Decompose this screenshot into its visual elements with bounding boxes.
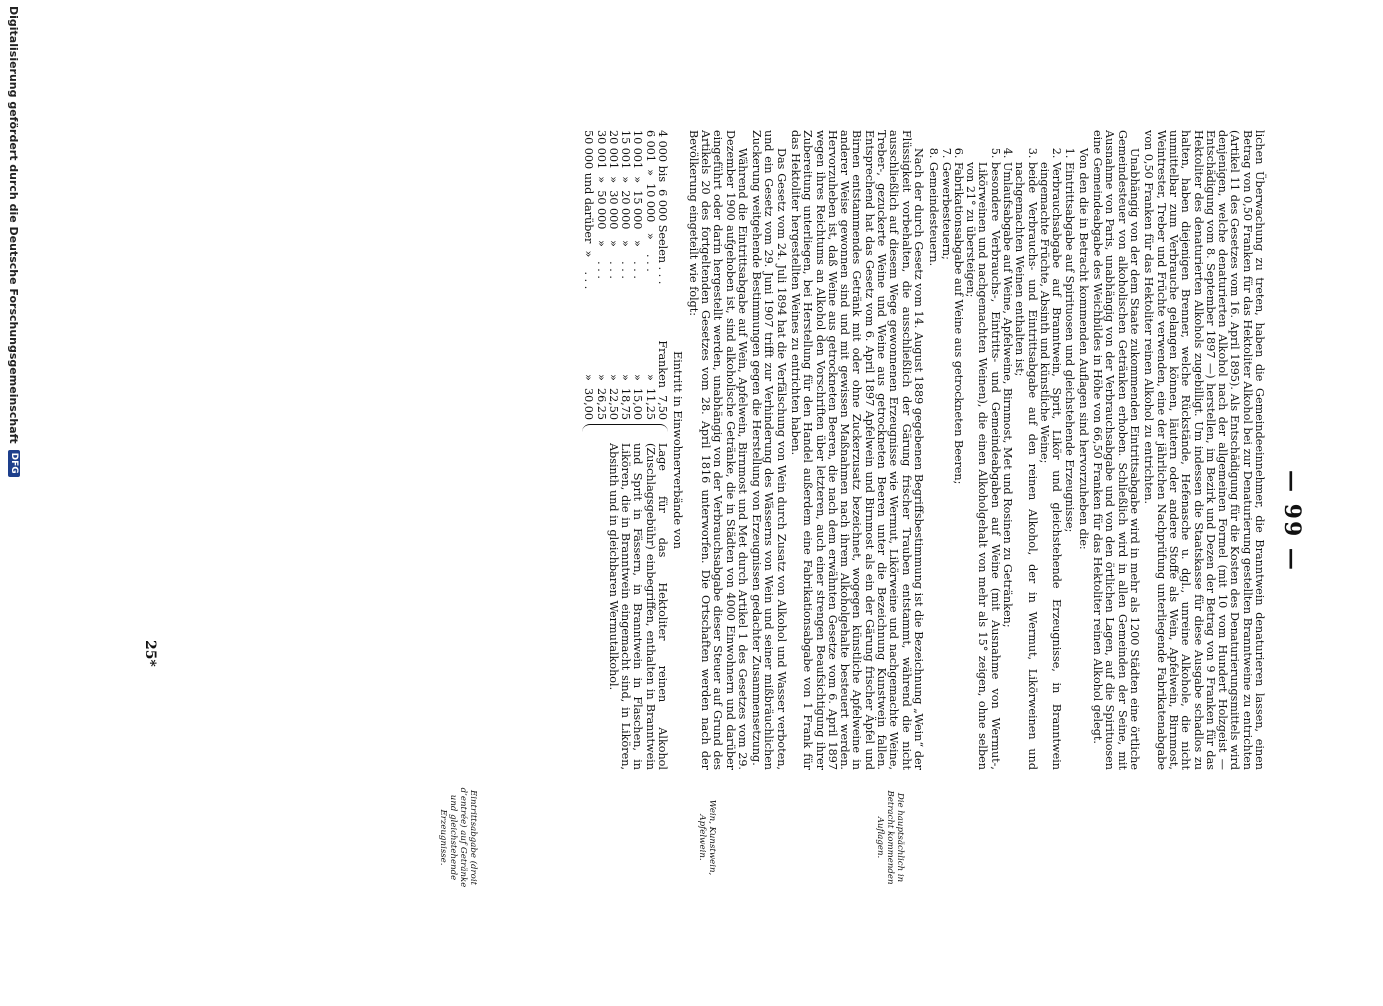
body-paragraph: Während die Eintrittsabgabe auf Wein, Apfelwein, Birnmost und Met durch Artikel 1 des Gesetzes vom 29. Dezember 1900 aufgehoben ist, sind alkoholische Getränke, die in Städten von 4000 Einwohnern und darüber eingeführt oder darin hergestellt werden, unabhängig von der Verbrauchsabgabe dieser Steuer auf Grund des Artikels 20 des fortgeltenden Gesetzes vom 28. April 1816 unterworfen. Die Ortschaften werden nach der Bevölkerung eingeteilt wie folgt:: [686, 130, 749, 770]
tariff-range: 30 001 » 50 000 » . . .: [594, 130, 608, 279]
tariff-row: [631, 130, 643, 420]
tariff-row: [619, 130, 631, 420]
tariff-row: [656, 130, 668, 420]
list-item: 4. Umlaufsabgabe auf Weine, Apfelweine, Birnmost, Met und Rosinen zu Getränken;: [1001, 162, 1013, 770]
margin-note: Die hauptsächlich in Betracht kommenden Auflagen.: [875, 790, 905, 885]
tariff-amount: » 15,00: [631, 374, 645, 420]
main-text-column: [582, 130, 1265, 770]
tariff-range: 15 001 » 20 000 » . . .: [619, 130, 633, 279]
tariff-row: [643, 130, 655, 420]
tariff-range: 50 000 und darüber » . . .: [582, 130, 596, 290]
list-item: 2. Verbrauchsabgabe auf Branntwein, Sprit, Likör und gleichstehende Erzeugnisse, in Branntwein eingemachte Früchte, Absinth und künstliche Weine;: [1038, 162, 1063, 770]
tariff-table: [582, 130, 668, 770]
page-number: — 99 —: [1279, 470, 1305, 572]
list-item: 3. beide Verbrauchs- und Eintrittsabgabe auf den reinen Alkohol, der in Wermut, Likörweinen und nachgemachten Weinen enthalten ist;: [1013, 162, 1038, 770]
tariff-amount: » 11,25: [643, 374, 657, 420]
tariff-range: 10 001 » 15 000 » . . .: [631, 130, 645, 279]
tariff-amount: » 18,75: [619, 374, 633, 420]
tariff-row: [582, 130, 594, 420]
tariff-amount: » 22,50: [606, 374, 620, 420]
list-intro: Von den die in Betracht kommenden Auflagen sind hervorzuheben die:: [1076, 148, 1090, 550]
tariff-note: Lage für das Hektoliter reinen Alkohol (Zuschlagsgebühr) einbegriffen, enthalten in Branntwein und Sprit in Fässern, in Branntwein in Flaschen, in Likören, die in Branntwein eingemacht sind, in Likören, Absinth und in gleichbaren Wermutalkohol.: [606, 443, 670, 770]
intro-paragraph: Unabhängig von der dem Staate zukommenden Eintrittsabgabe wird in mehr als 1200 Städten eine örtliche Gemeindesteuer von alkoholischen Getränken erhoben. Schließlich wird in allen Gemeinden der Seine, mit Ausnahme von Paris, unabhängig von der Verbrauchsabgabe und von den örtlichen Lagen, auf die Spirituosen eine Gemeindeabgabe des Weichbildes in Höhe von 66,50 Franken für das Hektoliter reinen Alkohol gelegt.: [1091, 130, 1142, 770]
tariff-range: 6 001 » 10 000 » . . .: [643, 130, 657, 272]
tariff-amount: » 30,00: [582, 374, 596, 420]
margin-note: Wein, Kunstwein, Apfelwein.: [697, 799, 717, 876]
list-item: 7. Gewerbesteuern;: [939, 162, 951, 770]
margin-note: Eintrittsabgabe (droit d’entrée) auf Getränke und gleichstehende Erzeugnisse.: [438, 787, 478, 888]
tariff-range: 20 001 » 30 000 » . . .: [606, 130, 620, 279]
tariff-row: [594, 130, 606, 420]
body-paragraph: Nach der durch Gesetz vom 14. August 1889 gegebenen Begriffsbestimmung ist die Bezeichnung „Wein“ der Flüssigkeit vorbehalten, die ausschließlich der Gärung frischer Trauben entstammt, während die nicht ausschließlich auf diesem Wege gewonnenen Erzeugnisse wie Wermut, Likörweine und nachgemachte Weine, Treber-, gezuckerte Weine und Weine aus getrockneten Beeren unter die Bezeichnung Kunstwein fallen. Entsprechend hat das Gesetz vom 6. April 1897 Apfelwein und Birnmost als ein der Gärung frischer Äpfel und Birnen entstammendes Getränk mit oder ohne Zuckerzusatz bezeichnet, wogegen künstliche Apfelweine in anderer Weise gewonnen sind und mit gewissen Maßnahmen nach ihrem Alkoholgehalte besteuert werden. Hervorzuheben ist, daß Weine aus getrockneten Beeren, die nach dem erwähnten Gesetze vom 6. April 1897 wegen ihres Reichtums an Alkohol den Vorschriften über letzteren, auch einer strengen Beaufsichtigung ihrer Zubereitung unterliegen, bei Herstellung für den Handel außerdem eine Fabrikationsabgabe von 1 Frank für das Hektoliter hergestellten Weines zu entrichten haben.: [789, 130, 925, 770]
tariff-amount: Franken 7,50: [656, 340, 670, 420]
dfg-logo-icon: DFG: [8, 450, 20, 477]
tariff-range: 4 000 bis 6 000 Seelen . . .: [656, 130, 670, 285]
tariff-rows: [582, 130, 668, 420]
list-item: 6. Fabrikationsabgabe auf Weine aus getrockneten Beeren;: [952, 162, 964, 770]
list-item: 1. Eintrittsabgabe auf Spirituosen und gleichstehende Erzeugnisse;: [1062, 162, 1074, 770]
tariff-heading: Eintritt in Einwohnerverbände von: [671, 351, 685, 549]
curly-brace: [582, 424, 668, 439]
intro-paragraph: lichen Überwachung zu treten, haben die Gemeindeeinnehmer, die Branntwein denaturieren lassen, einen Betrag von 0,50 Franken für das Hektoliter Alkohol bei zur Denaturierung gestellten Branntweine zu entrichten (Artikel 11 des Gesetzes vom 16. April 1895). Als Entschädigung für die Kosten des Denaturierungsmittels wird denjenigen, welche denaturierten Alkohol nach der allgemeinen Formel (mit 10 vom Hundert Holzgeist — Entschädigung vom 8. September 1897 —) herstellen, im Bezirk und Dezen der Betrag von 9 Franken für das Hektoliter des denaturierten Alkohols zugebilligt. Um indessen die Staatskasse für diese Ausgabe schadlos zu halten, haben diejenigen Brenner, welche Rückstände, Hefenasche u. dgl., unreine Alkohole, die nicht unmittelbar zum Verbrauche gelangen können, läutern oder andere Stoffe als Wein, Apfelwein, Birnmost, Weintrester, Treber und Früchte verwenden, eine der jährlichen Nachprüfung unterliegende Fabrikatenabgabe von 0,50 Franken für das Hektoliter reinen Alkohol zu entrichten.: [1142, 130, 1266, 770]
list-item: 8. Gemeindesteuern.: [927, 162, 939, 770]
tariff-amount: » 26,25: [594, 374, 608, 420]
list-item: 5. besondere Verbrauchs-, Eintritts- und Gemeindeabgaben auf Weine (mit Ausnahme von Wermut-, Likörweinen und nachgemachten Weinen), die einen Alkoholgehalt von mehr als 15° zeigen, ohne selben von 21° zu übersteigen;: [964, 162, 1001, 770]
sheet-signature: 25*: [142, 640, 158, 667]
credit-text: Digitalisierung gefördert durch die Deutsche Forschungsgemeinschaft: [7, 6, 21, 444]
body-paragraph: Das Gesetz vom 24. Juli 1894 hat die Verfälschung von Wein durch Zusatz von Alkohol und Wasser verboten, und ein Gesetz vom 29. Juni 1907 trifft zur Verhinderung des Wässerns von Wein und seiner mißbräuchlichen Zuckerung weitgehende Bestimmungen gegen die Herstellung von Erzeugnissen gedachter Zusammensetzung.: [750, 130, 788, 770]
digitization-credit: [3, 0, 25, 1006]
tariff-row: [607, 130, 619, 420]
levy-list: [927, 130, 1075, 770]
